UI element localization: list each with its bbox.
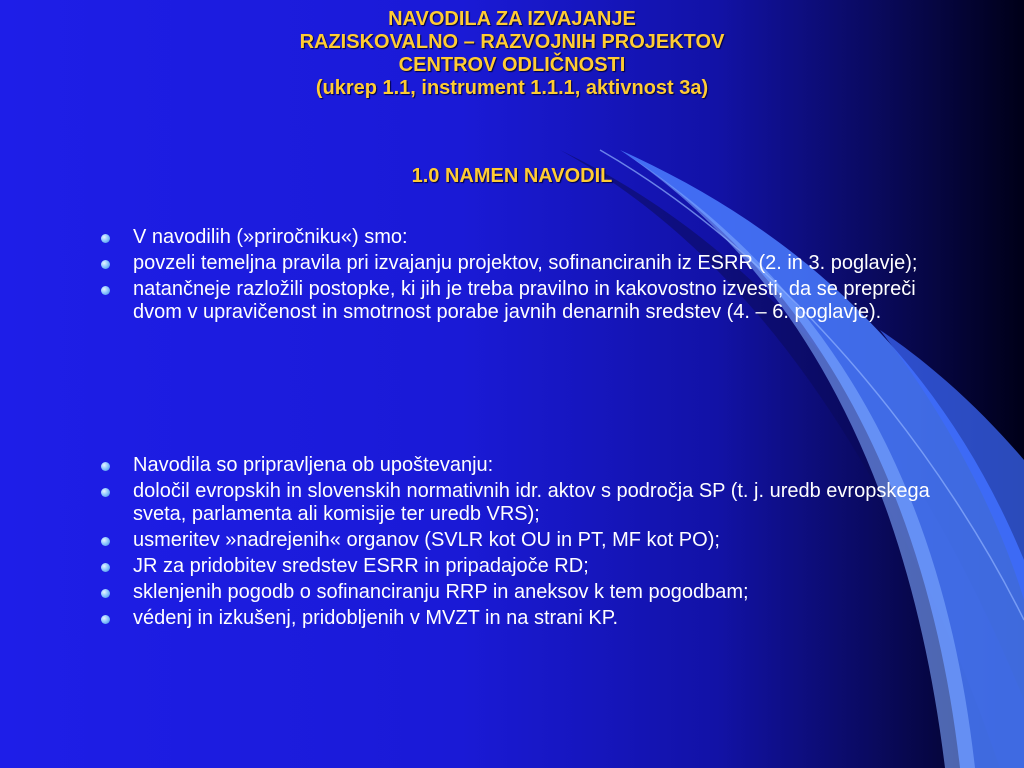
list-item-text: povzeli temeljna pravila pri izvajanju projektov, sofinanciranih iz ESRR (2. in 3. poglavje);	[133, 252, 918, 274]
slide-title	[0, 8, 1024, 100]
list-item	[98, 581, 948, 604]
list-item-text: JR za pridobitev sredstev ESRR in pripadajoče RD;	[133, 555, 589, 577]
list-item-text: Navodila so pripravljena ob upoštevanju:	[133, 454, 494, 476]
bullet-dot-icon	[101, 615, 110, 624]
list-item	[98, 555, 948, 578]
title-line-1: NAVODILA ZA IZVAJANJE	[388, 8, 636, 30]
list-item-text: védenj in izkušenj, pridobljenih v MVZT in na strani KP.	[133, 607, 619, 629]
list-item	[98, 607, 948, 630]
bullet-dot-icon	[101, 234, 110, 243]
list-item	[98, 226, 948, 249]
bullet-dot-icon	[101, 286, 110, 295]
list-item	[98, 278, 948, 324]
list-item-text: V navodilih (»priročniku«) smo:	[133, 226, 408, 248]
title-line-2: RAZISKOVALNO – RAZVOJNIH PROJEKTOV	[299, 31, 725, 53]
bullet-dot-icon	[101, 260, 110, 269]
bullet-dot-icon	[101, 462, 110, 471]
bullet-list-2	[98, 454, 948, 633]
list-item-text: določil evropskih in slovenskih normativnih idr. aktov s področja SP (t. j. uredb evropskega sveta, parlamenta ali komisije ter uredb VRS);	[133, 480, 930, 525]
bullet-dot-icon	[101, 563, 110, 572]
bullet-list-1	[98, 226, 948, 327]
list-item	[98, 252, 948, 275]
list-item-text: natančneje razložili postopke, ki jih je treba pravilno in kakovostno izvesti, da se prepreči dvom v upravičenost in smotrnost porabe javnih denarnih sredstev (4. – 6. poglavje).	[133, 278, 916, 323]
list-item	[98, 480, 948, 526]
list-item	[98, 529, 948, 552]
list-item-text: sklenjenih pogodb o sofinanciranju RRP in aneksov k tem pogodbam;	[133, 581, 749, 603]
bullet-dot-icon	[101, 537, 110, 546]
list-item	[98, 454, 948, 477]
bullet-dot-icon	[101, 488, 110, 497]
list-item-text: usmeritev »nadrejenih« organov (SVLR kot OU in PT, MF kot PO);	[133, 529, 720, 551]
section-title: 1.0 NAMEN NAVODIL	[411, 165, 613, 187]
title-line-3: CENTROV ODLIČNOSTI	[398, 54, 626, 76]
bullet-dot-icon	[101, 589, 110, 598]
title-line-4: (ukrep 1.1, instrument 1.1.1, aktivnost 3a)	[315, 77, 709, 99]
